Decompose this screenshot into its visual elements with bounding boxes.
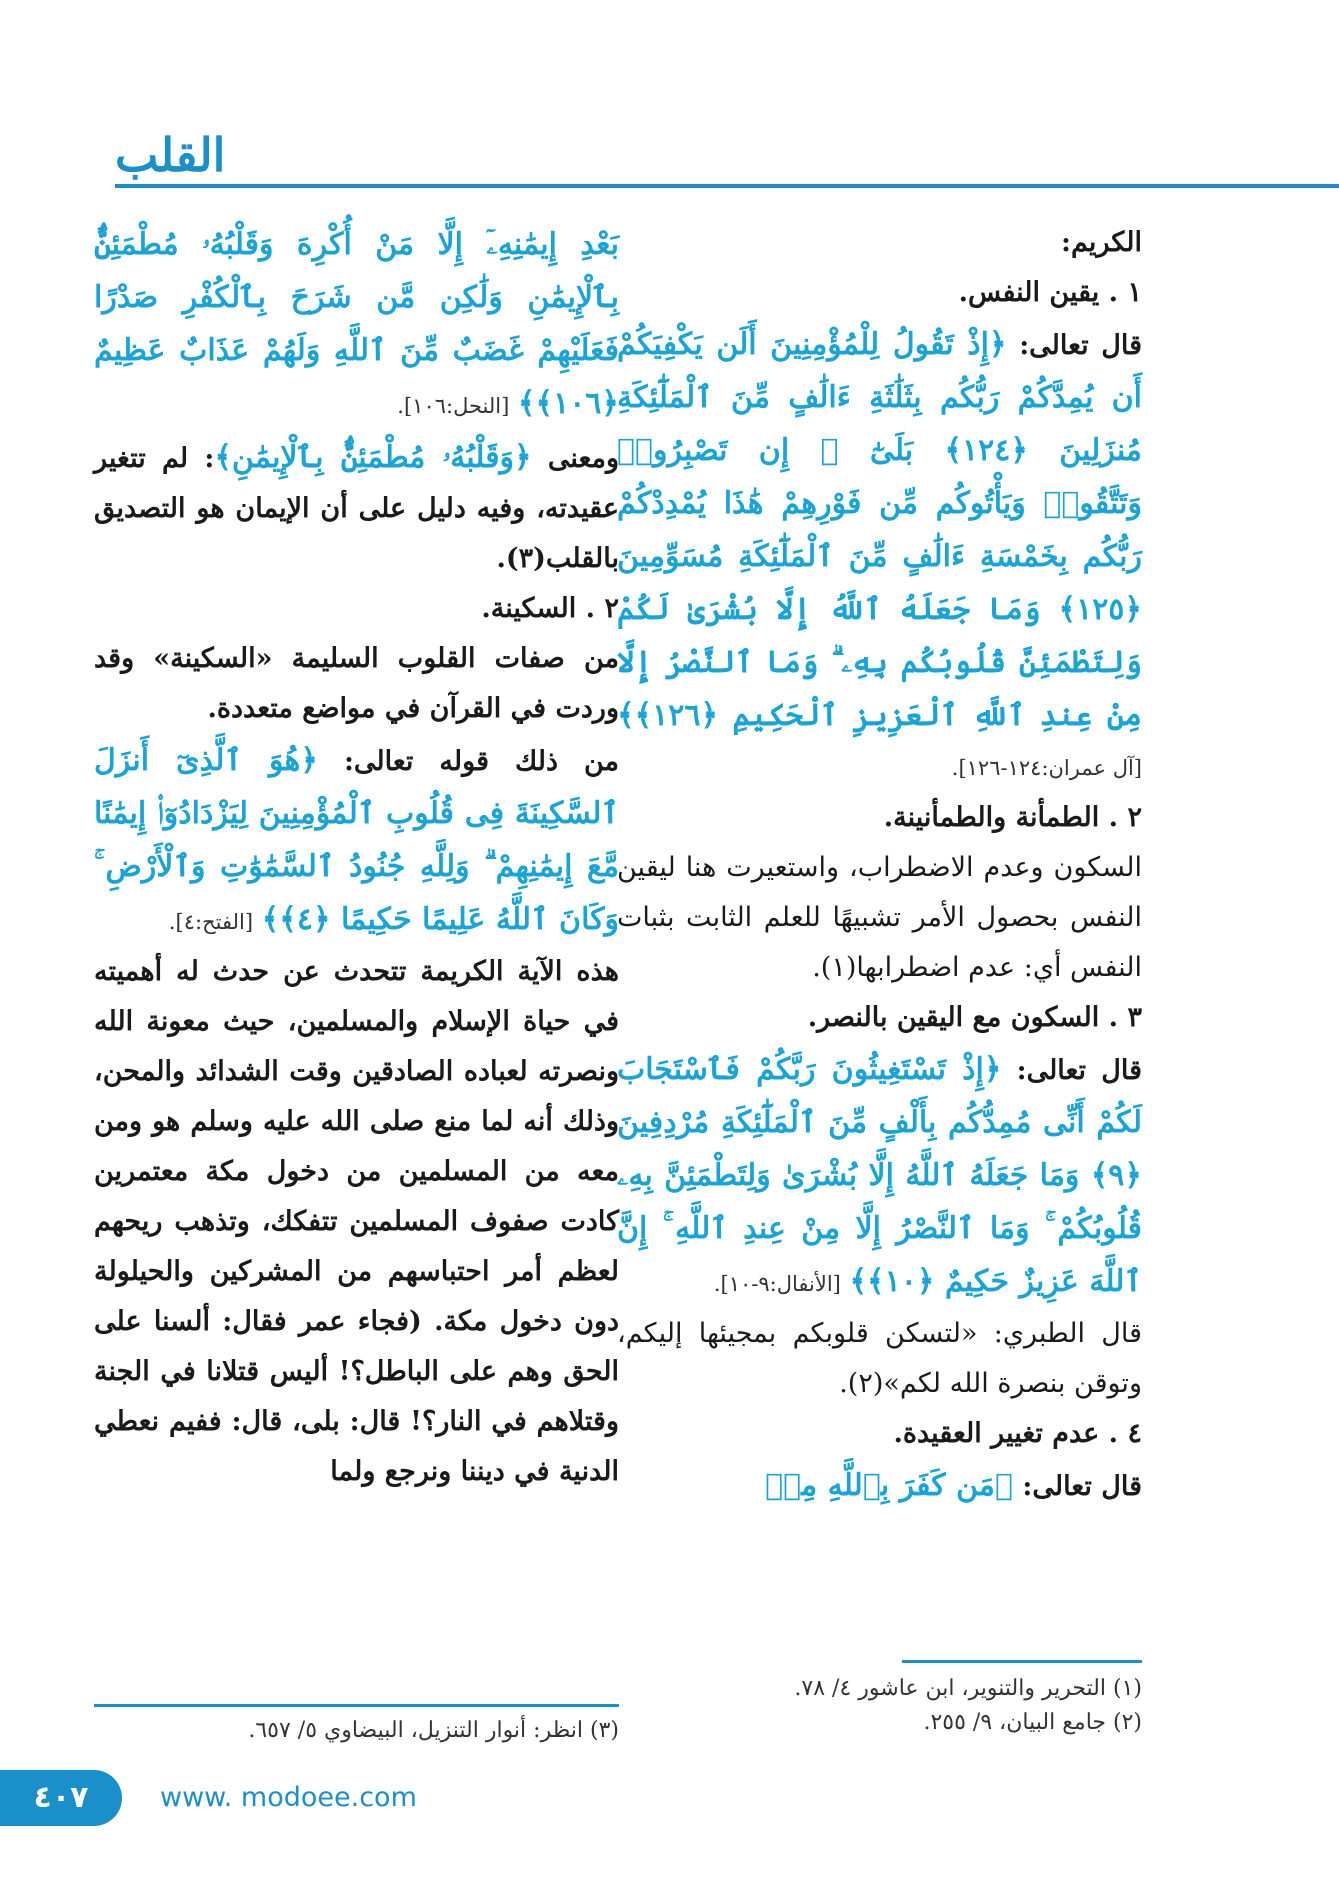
quran-verse: بَعْدِ إِيمَٰنِهِۦٓ إِلَّا مَنْ أُكْرِهَ وَقَلْبُهُۥ مُطْمَئِنٌّۢ بِٱلْإِيمَٰنِ وَلَٰكِن مَّن شَرَحَ بِٱلْكُفْرِ صَدْرًا فَعَلَيْهِمْ غَضَبٌ مِّنَ ٱللَّهِ وَلَهُمْ عَذَابٌ عَظِيمٌ ﴿١٠٦﴾﴾ — [94, 227, 619, 421]
left-column — [94, 218, 619, 1497]
intro-text: ومعنى — [531, 443, 619, 474]
quran-paragraph — [94, 218, 619, 431]
footnote-2: (٢) جامع البيان، ٩/ ٢٥٥. — [923, 1710, 1142, 1735]
quran-paragraph — [617, 1459, 1142, 1512]
bold-paragraph: من صفات القلوب السليمة «السكينة» وقد وردت في القرآن في مواضع متعددة. — [94, 643, 619, 724]
page-title: القلب — [115, 128, 226, 182]
quran-verse: ﴿وَقَلْبُهُۥ مُطْمَئِنٌّۢ بِٱلْإِيمَٰنِ﴾ — [214, 440, 532, 475]
bold-paragraph: ٢ . السكينة. — [481, 593, 619, 624]
bold-paragraph: ٣ . السكون مع اليقين بالنصر. — [807, 1002, 1142, 1033]
verse-reference: [النحل:١٠٦]. — [397, 394, 510, 418]
header-divider — [115, 184, 1339, 188]
bold-paragraph: ١ . يقين النفس. — [958, 277, 1142, 308]
website-link[interactable]: www. modoee.com — [160, 1782, 417, 1813]
paragraph: قال الطبري: «لتسكن قلوبكم بمجيئها إليكم، وتوقن بنصرة الله لكم»(٢). — [617, 1318, 1142, 1399]
footnote-divider-left — [94, 1704, 619, 1707]
intro-text: قال تعالى: — [1012, 1471, 1142, 1502]
quran-paragraph — [617, 318, 1142, 793]
intro-text: قال تعالى: — [1001, 1055, 1143, 1086]
quran-verse: ﴿مَن كَفَرَ بِٱللَّهِ مِنۢ — [765, 1468, 1013, 1503]
page-number: ٤٠٧ — [0, 1770, 122, 1826]
explanation-text: : لم تتغير عقيدته، وفيه دليل على أن الإيمان هو التصديق بالقلب(٣). — [94, 443, 619, 574]
bold-paragraph: هذه الآية الكريمة تتحدث عن حدث له أهميته في حياة الإسلام والمسلمين، حيث معونة الله ونصرته لعباده الصادقين وقت الشدائد والمحن، وذلك أنه لما منع صلى الله عليه وسلم هو ومن معه من المسلمين من دخول مكة معتمرين كادت صفوف المسلمين تتفكك، وتذهب ريحهم لعظم أمر احتباسهم من المشركين والحيلولة دون دخول مكة. (فجاء عمر فقال: ألسنا على الحق وهم على الباطل؟! أليس قتلانا في الجنة وقتلاهم في النار؟! قال: بلى، قال: ففيم نعطي الدنية في ديننا ونرجع ولما — [94, 956, 619, 1487]
quran-paragraph — [94, 734, 619, 947]
quran-paragraph — [617, 1043, 1142, 1309]
quran-verse: ﴿إِذْ تَقُولُ لِلْمُؤْمِنِينَ أَلَن يَكْفِيَكُمْ أَن يُمِدَّكُمْ رَبُّكُم بِثَلَٰثَةِ ءَالَٰفٍ مِّنَ ٱلْمَلَٰٓئِكَةِ مُنزَلِينَ ﴿١٢٤﴾ بَلَىٰٓ ۚ إِن تَصْبِرُوا۟ وَتَتَّقُوا۟ وَيَأْتُوكُم مِّن فَوْرِهِمْ هَٰذَا يُمْدِدْكُمْ رَبُّكُم بِخَمْسَةِ ءَالَٰفٍ مِّنَ ٱلْمَلَٰٓئِكَةِ مُسَوِّمِينَ ﴿١٢٥﴾ وَمَا جَعَلَهُ ٱللَّهُ إِلَّا بُشْرَىٰ لَكُمْ وَلِتَطْمَئِنَّ قُلُوبُكُم بِهِۦ ۗ وَمَا ٱلنَّصْرُ إِلَّا مِنْ عِندِ ٱللَّهِ ٱلْعَزِيزِ ٱلْحَكِيمِ ﴿١٢٦﴾﴾ — [617, 327, 1142, 733]
quran-verse: ﴿هُوَ ٱلَّذِىٓ أَنزَلَ ٱلسَّكِينَةَ فِى قُلُوبِ ٱلْمُؤْمِنِينَ لِيَزْدَادُوٓا۟ إِيمَٰنًا مَّعَ إِيمَٰنِهِمْ ۗ وَلِلَّهِ جُنُودُ ٱلسَّمَٰوَٰتِ وَٱلْأَرْضِ ۚ وَكَانَ ٱللَّهُ عَلِيمًا حَكِيمًا ﴿٤﴾﴾ — [94, 743, 619, 937]
paragraph: السكون وعدم الاضطراب، واستعيرت هنا ليقين النفس بحصول الأمر تشبيهًا للعلم الثابت بثبات النفس أي: عدم اضطرابها(١). — [617, 852, 1142, 983]
footnotes-right — [617, 1672, 1142, 1740]
footnote-divider-right — [902, 1660, 1142, 1663]
intro-text: من ذلك قوله تعالى: — [317, 746, 619, 777]
bold-paragraph: ٢ . الطمأنة والطمأنينة. — [883, 802, 1142, 833]
bold-paragraph: الكريم: — [1061, 227, 1142, 258]
right-column — [617, 218, 1142, 1512]
bold-paragraph: ٤ . عدم تغيير العقيدة. — [893, 1418, 1142, 1449]
footnote-3: (٣) انظر: أنوار التنزيل، البيضاوي ٥/ ٦٥٧. — [248, 1718, 619, 1743]
verse-reference: [الأنفال:٩-١٠]. — [713, 1272, 841, 1296]
quran-paragraph — [94, 431, 619, 584]
quran-verse: ﴿إِذْ تَسْتَغِيثُونَ رَبَّكُمْ فَٱسْتَجَابَ لَكُمْ أَنِّى مُمِدُّكُم بِأَلْفٍ مِّنَ ٱلْمَلَٰٓئِكَةِ مُرْدِفِينَ ﴿٩﴾ وَمَا جَعَلَهُ ٱللَّهُ إِلَّا بُشْرَىٰ وَلِتَطْمَئِنَّ بِهِۦ قُلُوبُكُمْ ۚ وَمَا ٱلنَّصْرُ إِلَّا مِنْ عِندِ ٱللَّهِ ۚ إِنَّ ٱللَّهَ عَزِيزٌ حَكِيمٌ ﴿١٠﴾﴾ — [617, 1052, 1142, 1299]
footnote-1: (١) التحرير والتنوير، ابن عاشور ٤/ ٧٨. — [794, 1676, 1142, 1701]
verse-reference: [آل عمران:١٢٤-١٢٦]. — [951, 756, 1142, 780]
verse-reference: [الفتح:٤]. — [168, 910, 254, 934]
footnotes-left — [94, 1714, 619, 1748]
intro-text: قال تعالى: — [1006, 330, 1143, 361]
